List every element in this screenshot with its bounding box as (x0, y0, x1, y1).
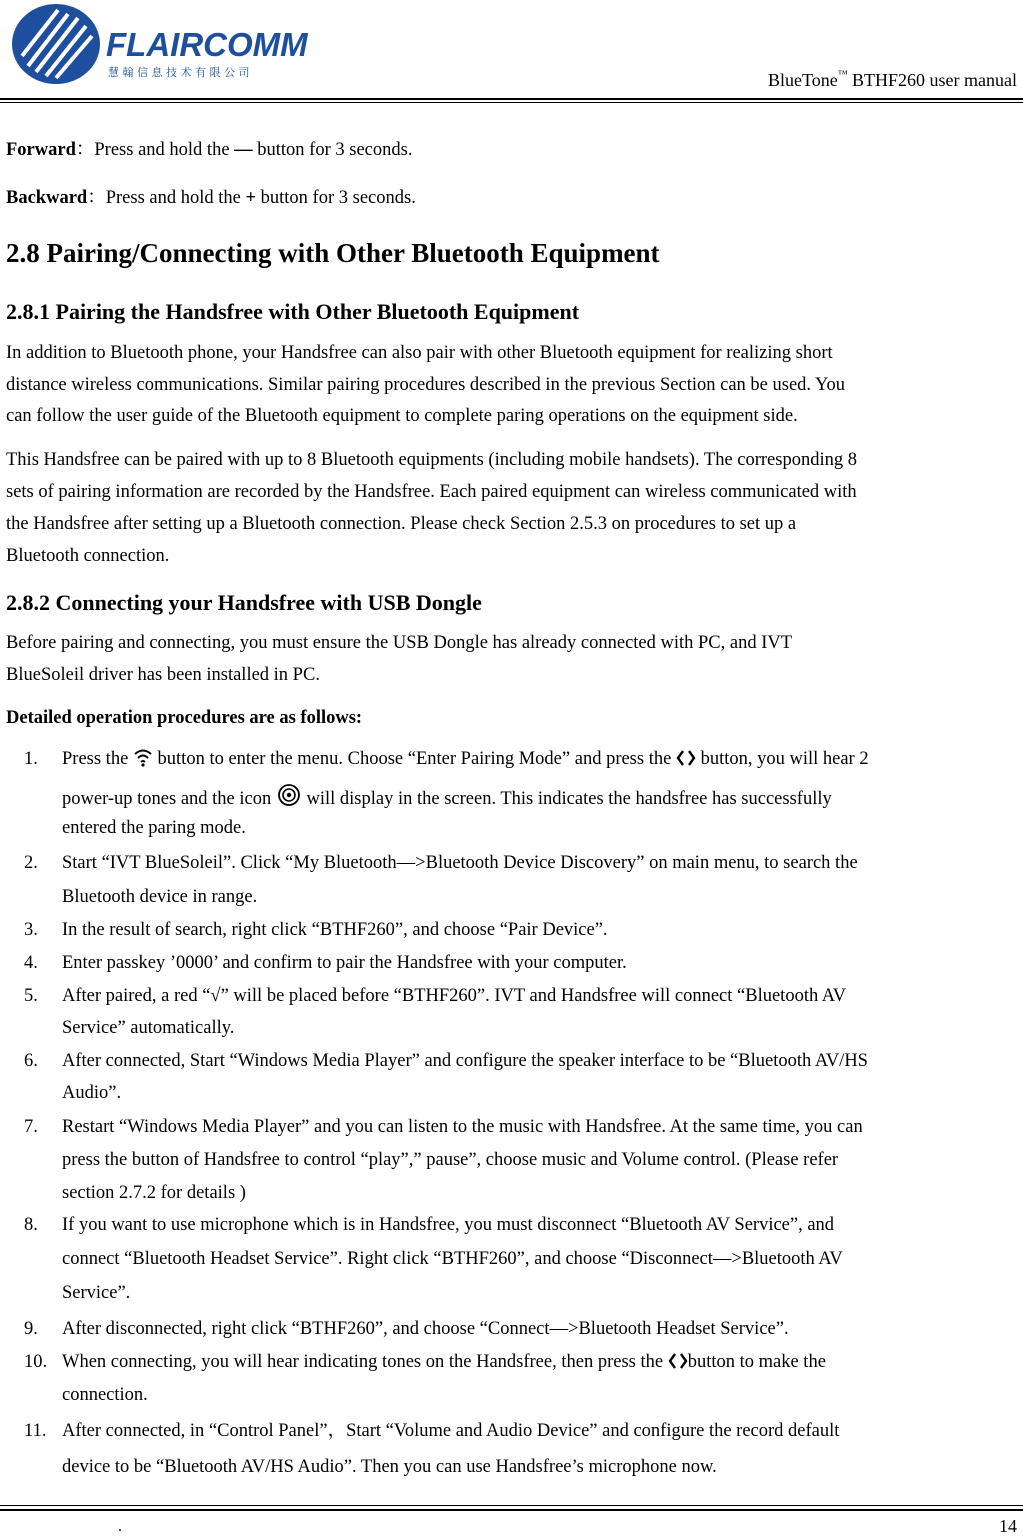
step-number: 9. (24, 1319, 38, 1339)
step-2-line: Start “IVT BlueSoleil”. Click “My Bluetooth—>Bluetooth Device Discovery” on main menu, to search the (62, 853, 858, 873)
step-10-line: When connecting, you will hear indicating tones on the Handsfree, then press the button to make the (62, 1350, 826, 1377)
step-3-line: In the result of search, right click “BTHF260”, and choose “Pair Device”. (62, 920, 608, 940)
step-number: 5. (24, 986, 38, 1006)
step-number: 7. (24, 1117, 38, 1137)
footer-rule (0, 1509, 1023, 1511)
flaircomm-logo (6, 0, 316, 92)
logo-subtitle: 慧 翰 信 息 技 术 有 限 公 司 (108, 66, 250, 79)
paragraph-line: can follow the user guide of the Bluetooth equipment to complete paring operations on the equipment side. (6, 406, 798, 426)
paragraph-line: Bluetooth connection. (6, 546, 170, 566)
step-number: 8. (24, 1215, 38, 1235)
pairing-mode-icon (276, 783, 302, 814)
step-5-line: Service” automatically. (62, 1018, 235, 1038)
logo-text: FLAIRCOMM (106, 26, 308, 63)
step-number: 10. (24, 1352, 48, 1372)
step-number: 11. (24, 1421, 47, 1441)
select-button-icon (676, 749, 696, 774)
step-7-line: Restart “Windows Media Player” and you can listen to the music with Handsfree. At the same time, you can (62, 1117, 863, 1137)
step-9-line: After disconnected, right click “BTHF260”, and choose “Connect—>Bluetooth Headset Service”. (62, 1319, 789, 1339)
step-5-line: After paired, a red “√” will be placed before “BTHF260”. IVT and Handsfree will connect “Bluetooth AV (62, 986, 847, 1006)
step-7-line: section 2.7.2 for details ) (62, 1183, 246, 1203)
section-2-8-1-title: 2.8.1 Pairing the Handsfree with Other Bluetooth Equipment (6, 299, 580, 324)
select-button-icon (668, 1352, 688, 1377)
step-10-line: connection. (62, 1385, 148, 1405)
step-11-line: After connected, in “Control Panel”，Start “Volume and Audio Device” and configure the record default (62, 1421, 840, 1441)
paragraph-line: distance wireless communications. Similar pairing procedures described in the previous Section can be used. You (6, 375, 845, 395)
paragraph-line: Before pairing and connecting, you must ensure the USB Dongle has already connected with PC, and IVT (6, 633, 793, 653)
step-11-line: device to be “Bluetooth AV/HS Audio”. Then you can use Handsfree’s microphone now. (62, 1457, 717, 1477)
page-number: 14 (999, 1516, 1017, 1536)
step-number: 2. (24, 853, 38, 873)
header-rule-thin (0, 102, 1023, 103)
step-7-line: press the button of Handsfree to control “play”,” pause”, choose music and Volume control. (Please refer (62, 1150, 839, 1170)
step-8-line: If you want to use microphone which is in Handsfree, you must disconnect “Bluetooth AV Service”, and (62, 1215, 835, 1235)
step-number: 6. (24, 1051, 38, 1071)
step-1-line: Press the button to enter the menu. Choose “Enter Pairing Mode” and press the button, you will hear 2 (62, 747, 869, 774)
menu-button-icon (133, 749, 153, 774)
step-8-line: connect “Bluetooth Headset Service”. Right click “BTHF260”, and choose “Disconnect—>Bluetooth AV (62, 1249, 843, 1269)
section-2-8-2-title: 2.8.2 Connecting your Handsfree with USB Dongle (6, 590, 482, 615)
step-number: 4. (24, 953, 38, 973)
step-1-line: entered the paring mode. (62, 818, 246, 838)
step-4-line: Enter passkey ’0000’ and confirm to pair the Handsfree with your computer. (62, 953, 627, 973)
step-1-line: power-up tones and the icon will display in the screen. This indicates the handsfree has successfully (62, 783, 832, 814)
section-2-8-title: 2.8 Pairing/Connecting with Other Bluetooth Equipment (6, 238, 660, 268)
step-2-line: Bluetooth device in range. (62, 887, 258, 907)
step-number: 1. (24, 749, 38, 769)
paragraph-line: In addition to Bluetooth phone, your Handsfree can also pair with other Bluetooth equipment for realizing short (6, 343, 833, 363)
forward-line: Forward：Press and hold the — button for 3 seconds. (6, 140, 413, 160)
paragraph-line: This Handsfree can be paired with up to 8 Bluetooth equipments (including mobile handsets). The corresponding 8 (6, 450, 857, 470)
backward-line: Backward：Press and hold the + button for 3 seconds. (6, 188, 416, 208)
paragraph-line: the Handsfree after setting up a Bluetooth connection. Please check Section 2.5.3 on procedures to set up a (6, 514, 797, 534)
step-8-line: Service”. (62, 1283, 131, 1303)
document-header-title: BlueTone™ BTHF260 user manual (767, 69, 1017, 90)
step-6-line: After connected, Start “Windows Media Player” and configure the speaker interface to be “Bluetooth AV/HS (62, 1051, 868, 1071)
footer-rule-thin (0, 1505, 1023, 1506)
header-rule (0, 98, 1023, 100)
step-6-line: Audio”. (62, 1083, 122, 1103)
paragraph-line: BlueSoleil driver has been installed in PC. (6, 665, 320, 685)
detail-heading: Detailed operation procedures are as follows: (6, 708, 363, 728)
paragraph-line: sets of pairing information are recorded by the Handsfree. Each paired equipment can wireless communicated with (6, 482, 857, 502)
footer-dot: . (118, 1518, 122, 1535)
step-number: 3. (24, 920, 38, 940)
